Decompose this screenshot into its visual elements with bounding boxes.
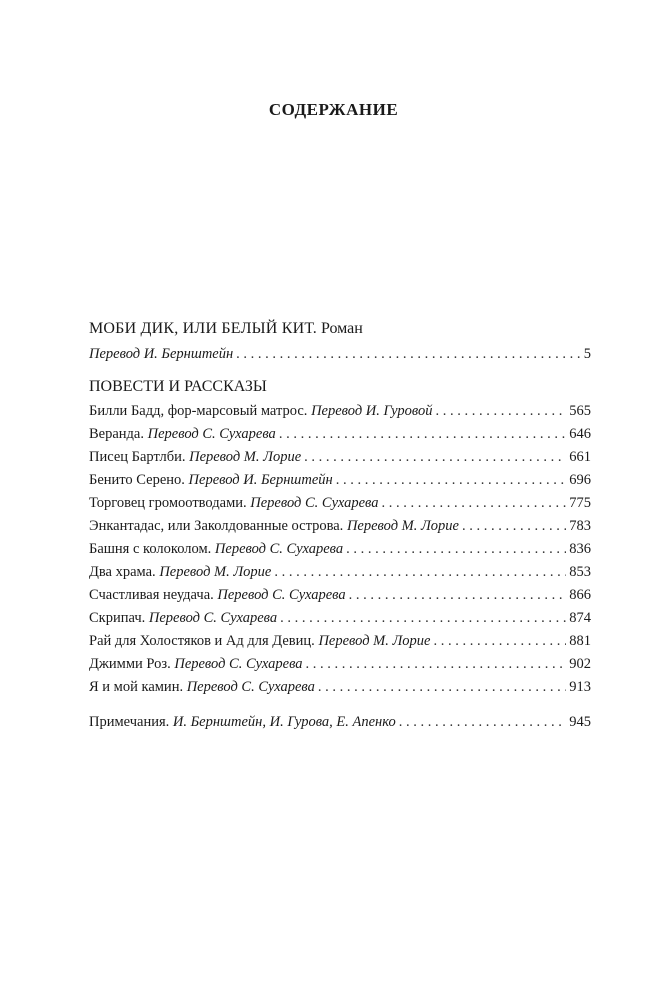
entry-page: 775	[569, 495, 591, 511]
toc-entry[interactable]	[89, 676, 591, 699]
toc-entry[interactable]	[89, 400, 591, 423]
dot-leader	[462, 515, 566, 538]
entry-page: 661	[569, 449, 591, 465]
stories-section	[89, 377, 591, 699]
entry-work-title: Рай для Холостяков и Ад для Девиц.	[89, 633, 315, 649]
toc-entry[interactable]	[89, 561, 591, 584]
novel-section	[89, 319, 591, 366]
entry-title	[89, 446, 301, 469]
toc-entry-novel[interactable]	[89, 343, 591, 366]
entry-title	[89, 423, 276, 446]
toc-entry[interactable]	[89, 446, 591, 469]
entry-translator: Перевод И. Гуровой	[311, 403, 433, 419]
dot-leader	[306, 653, 567, 676]
entry-translator: Перевод М. Лорие	[346, 518, 459, 534]
entry-translator: Перевод С. Сухарева	[186, 679, 315, 695]
entry-title	[89, 538, 343, 561]
entry-page: 783	[569, 518, 591, 534]
dot-leader	[346, 538, 566, 561]
entry-title	[89, 584, 346, 607]
dot-leader	[304, 446, 566, 469]
dot-leader	[274, 561, 566, 584]
entry-work-title: Счастливая неудача.	[89, 587, 214, 603]
entry-translator: Перевод С. Сухарева	[214, 541, 344, 557]
entry-work-title: Бенито Серено.	[89, 472, 185, 488]
entry-page: 913	[569, 679, 591, 695]
entry-title	[89, 607, 277, 630]
novel-heading	[89, 319, 591, 339]
dot-leader	[336, 469, 567, 492]
toc-entry[interactable]	[89, 515, 591, 538]
dot-leader	[279, 423, 566, 446]
entry-translator: И. Бернштейн, И. Гурова, Е. Апенко	[172, 714, 396, 730]
entry-page: 945	[569, 714, 591, 730]
entry-title	[89, 469, 333, 492]
toc-entry-notes[interactable]	[89, 711, 591, 734]
toc-entry[interactable]	[89, 469, 591, 492]
entry-title	[89, 515, 459, 538]
dot-leader	[435, 400, 566, 423]
toc-entry[interactable]	[89, 538, 591, 561]
entry-page: 836	[569, 541, 591, 557]
entry-title	[89, 653, 303, 676]
entry-page: 5	[583, 346, 591, 362]
entry-title	[89, 711, 396, 734]
entry-page: 874	[569, 610, 591, 626]
entry-translator: Перевод М. Лорие	[318, 633, 431, 649]
entry-title	[89, 561, 271, 584]
toc-entry[interactable]	[89, 653, 591, 676]
entry-translator: Перевод М. Лорие	[159, 564, 272, 580]
stories-heading: ПОВЕСТИ И РАССКАЗЫ	[89, 378, 267, 395]
dot-leader	[280, 607, 566, 630]
stories-list	[89, 400, 591, 699]
dot-leader	[349, 584, 567, 607]
toc-entry[interactable]	[89, 630, 591, 653]
entry-translator: Перевод И. Бернштейн	[188, 472, 333, 488]
novel-subtitle: Роман	[320, 320, 363, 337]
entry-translator: Перевод С. Сухарева	[148, 610, 278, 626]
notes-section	[89, 711, 591, 734]
entry-title	[89, 630, 431, 653]
entry-title	[89, 400, 432, 423]
entry-work-title: Писец Бартлби.	[89, 449, 186, 465]
dot-leader	[236, 343, 581, 366]
entry-work-title: Веранда.	[89, 426, 144, 442]
entry-translator: Перевод С. Сухарева	[217, 587, 346, 603]
entry-work-title: Я и мой камин.	[89, 679, 184, 695]
entry-work-title: Торговец громоотводами.	[89, 495, 247, 511]
entry-translator: Перевод С. Сухарева	[147, 426, 276, 442]
notes-label: Примечания.	[89, 714, 170, 730]
entry-title	[89, 676, 315, 699]
entry-work-title: Башня с колоколом.	[89, 541, 212, 557]
entry-page: 646	[569, 426, 591, 442]
toc-entry[interactable]	[89, 492, 591, 515]
page-title: СОДЕРЖАНИЕ	[268, 100, 399, 119]
toc-entry[interactable]	[89, 607, 591, 630]
entry-work-title: Скрипач.	[89, 610, 146, 626]
entry-translator: Перевод С. Сухарева	[174, 656, 303, 672]
toc-entry[interactable]	[89, 584, 591, 607]
dot-leader	[381, 492, 566, 515]
dot-leader	[318, 676, 566, 699]
entry-title	[89, 492, 378, 515]
entry-page: 881	[569, 633, 591, 649]
entry-work-title: Билли Бадд, фор-марсовый матрос.	[89, 403, 308, 419]
entry-translator: Перевод И. Бернштейн	[89, 346, 234, 362]
entry-page: 902	[569, 656, 591, 672]
novel-title: МОБИ ДИК, ИЛИ БЕЛЫЙ КИТ.	[89, 320, 317, 337]
dot-leader	[399, 711, 567, 734]
entry-page: 866	[569, 587, 591, 603]
entry-work-title: Джимми Роз.	[89, 656, 171, 672]
entry-page: 853	[569, 564, 591, 580]
dot-leader	[434, 630, 567, 653]
entry-work-title: Два храма.	[89, 564, 156, 580]
toc-entry[interactable]	[89, 423, 591, 446]
entry-page: 696	[569, 472, 591, 488]
entry-page: 565	[569, 403, 591, 419]
entry-work-title: Энкантадас, или Заколдованные острова.	[89, 518, 344, 534]
entry-translator: Перевод М. Лорие	[189, 449, 302, 465]
entry-translator: Перевод С. Сухарева	[250, 495, 379, 511]
